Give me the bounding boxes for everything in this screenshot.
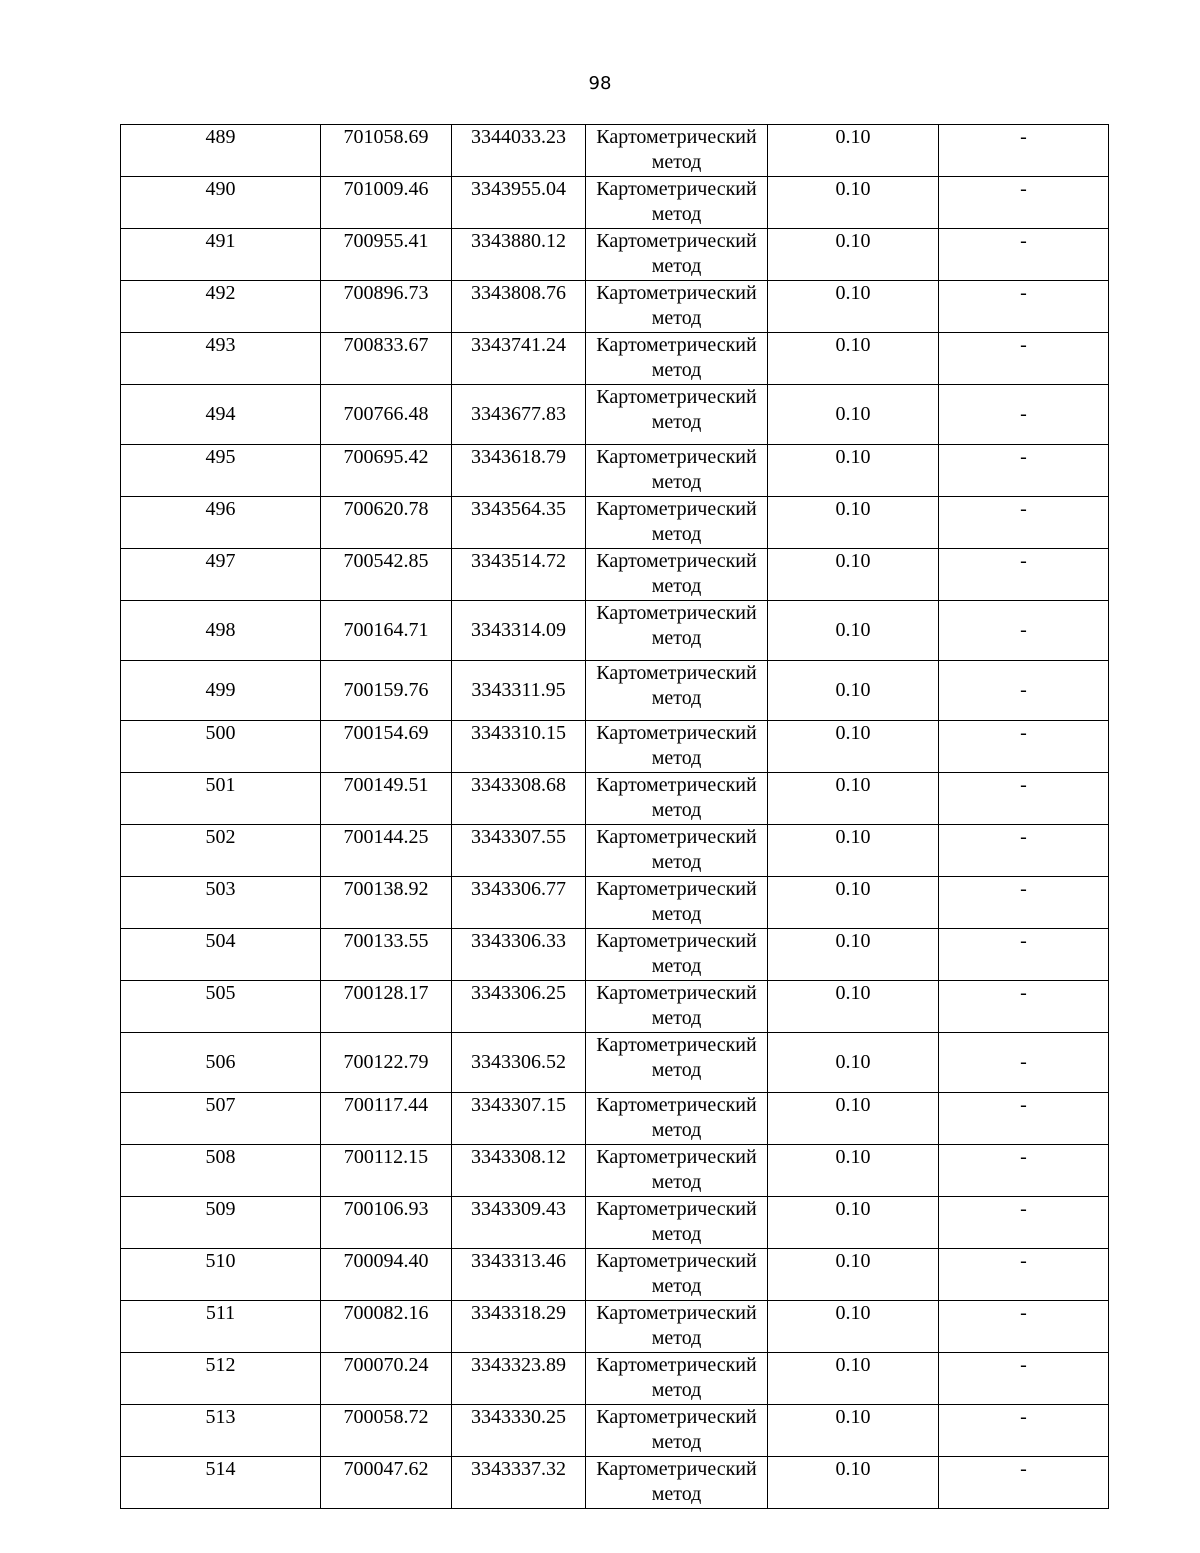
table-row [121,981,1109,1033]
note-cell: - [939,385,1109,445]
y-coordinate-cell: 3343677.83 [452,385,586,445]
method-cell [586,661,768,721]
method-cell [586,877,768,929]
x-coordinate-cell: 700106.93 [321,1197,452,1249]
accuracy-cell: 0.10 [768,125,939,177]
accuracy-cell: 0.10 [768,721,939,773]
x-coordinate-cell: 700542.85 [321,549,452,601]
point-number-cell: 492 [121,281,321,333]
method-line-2: метод [651,471,702,493]
method-cell [586,333,768,385]
method-line-2: метод [651,307,702,329]
method-line-1: Картометрический [596,930,757,952]
method-line-1: Картометрический [596,878,757,900]
y-coordinate-cell: 3343314.09 [452,601,586,661]
table-row [121,281,1109,333]
x-coordinate-cell: 700094.40 [321,1249,452,1301]
x-coordinate-cell: 700138.92 [321,877,452,929]
method-line-2: метод [651,203,702,225]
accuracy-cell: 0.10 [768,549,939,601]
method-line-1: Картометрический [596,1406,757,1428]
x-coordinate-cell: 700955.41 [321,229,452,281]
accuracy-cell: 0.10 [768,929,939,981]
accuracy-cell: 0.10 [768,877,939,929]
accuracy-cell: 0.10 [768,1405,939,1457]
method-line-1: Картометрический [596,230,757,252]
x-coordinate-cell: 700159.76 [321,661,452,721]
x-coordinate-cell: 701009.46 [321,177,452,229]
point-number-cell: 490 [121,177,321,229]
point-number-cell: 511 [121,1301,321,1353]
method-cell [586,601,768,661]
point-number-cell: 510 [121,1249,321,1301]
y-coordinate-cell: 3343323.89 [452,1353,586,1405]
method-cell [586,825,768,877]
point-number-cell: 509 [121,1197,321,1249]
method-line-1: Картометрический [596,602,757,624]
y-coordinate-cell: 3343310.15 [452,721,586,773]
x-coordinate-cell: 700128.17 [321,981,452,1033]
method-line-2: метод [651,151,702,173]
point-number-cell: 503 [121,877,321,929]
note-cell: - [939,125,1109,177]
table-row [121,1249,1109,1301]
table-row [121,601,1109,661]
note-cell: - [939,981,1109,1033]
method-line-2: метод [651,747,702,769]
point-number-cell: 512 [121,1353,321,1405]
method-line-2: метод [651,255,702,277]
method-line-2: метод [651,575,702,597]
x-coordinate-cell: 700070.24 [321,1353,452,1405]
x-coordinate-cell: 700144.25 [321,825,452,877]
note-cell: - [939,1353,1109,1405]
note-cell: - [939,549,1109,601]
table-row [121,929,1109,981]
method-cell [586,281,768,333]
table-row [121,721,1109,773]
point-number-cell: 495 [121,445,321,497]
accuracy-cell: 0.10 [768,1093,939,1145]
note-cell: - [939,1405,1109,1457]
method-line-1: Картометрический [596,386,757,408]
method-cell [586,549,768,601]
method-line-2: метод [651,1275,702,1297]
y-coordinate-cell: 3343318.29 [452,1301,586,1353]
table-row [121,1457,1109,1509]
accuracy-cell: 0.10 [768,1033,939,1093]
note-cell: - [939,877,1109,929]
accuracy-cell: 0.10 [768,825,939,877]
y-coordinate-cell: 3343309.43 [452,1197,586,1249]
accuracy-cell: 0.10 [768,445,939,497]
point-number-cell: 507 [121,1093,321,1145]
method-cell [586,125,768,177]
method-line-1: Картометрический [596,662,757,684]
method-line-2: метод [651,1379,702,1401]
x-coordinate-cell: 700164.71 [321,601,452,661]
table-row [121,385,1109,445]
method-line-1: Картометрический [596,1302,757,1324]
method-cell [586,721,768,773]
accuracy-cell: 0.10 [768,661,939,721]
page-number: 98 [588,73,612,94]
method-cell [586,385,768,445]
table-row [121,1301,1109,1353]
table-row [121,1405,1109,1457]
y-coordinate-cell: 3344033.23 [452,125,586,177]
method-line-2: метод [651,903,702,925]
method-line-1: Картометрический [596,282,757,304]
point-number-cell: 496 [121,497,321,549]
note-cell: - [939,177,1109,229]
method-line-1: Картометрический [596,446,757,468]
table-row [121,1353,1109,1405]
y-coordinate-cell: 3343308.12 [452,1145,586,1197]
method-line-1: Картометрический [596,550,757,572]
method-cell [586,1405,768,1457]
accuracy-cell: 0.10 [768,773,939,825]
method-cell [586,1197,768,1249]
note-cell: - [939,333,1109,385]
method-line-1: Картометрический [596,1198,757,1220]
y-coordinate-cell: 3343514.72 [452,549,586,601]
method-line-2: метод [651,1223,702,1245]
table-row [121,661,1109,721]
method-line-2: метод [651,799,702,821]
method-cell [586,497,768,549]
accuracy-cell: 0.10 [768,1197,939,1249]
point-number-cell: 489 [121,125,321,177]
x-coordinate-cell: 700833.67 [321,333,452,385]
point-number-cell: 497 [121,549,321,601]
method-line-1: Картометрический [596,1034,757,1056]
method-cell [586,1457,768,1509]
y-coordinate-cell: 3343618.79 [452,445,586,497]
y-coordinate-cell: 3343955.04 [452,177,586,229]
accuracy-cell: 0.10 [768,601,939,661]
point-number-cell: 504 [121,929,321,981]
table-row [121,1033,1109,1093]
note-cell: - [939,445,1109,497]
note-cell: - [939,229,1109,281]
y-coordinate-cell: 3343741.24 [452,333,586,385]
method-line-1: Картометрический [596,722,757,744]
note-cell: - [939,661,1109,721]
x-coordinate-cell: 700620.78 [321,497,452,549]
y-coordinate-cell: 3343880.12 [452,229,586,281]
point-number-cell: 506 [121,1033,321,1093]
point-number-cell: 494 [121,385,321,445]
method-line-2: метод [651,1327,702,1349]
method-cell [586,1093,768,1145]
coordinates-table [120,124,1109,1509]
note-cell: - [939,825,1109,877]
note-cell: - [939,497,1109,549]
method-line-2: метод [651,627,702,649]
method-line-2: метод [651,687,702,709]
point-number-cell: 501 [121,773,321,825]
y-coordinate-cell: 3343308.68 [452,773,586,825]
y-coordinate-cell: 3343808.76 [452,281,586,333]
x-coordinate-cell: 700047.62 [321,1457,452,1509]
point-number-cell: 499 [121,661,321,721]
y-coordinate-cell: 3343311.95 [452,661,586,721]
accuracy-cell: 0.10 [768,229,939,281]
method-cell [586,177,768,229]
note-cell: - [939,773,1109,825]
point-number-cell: 491 [121,229,321,281]
x-coordinate-cell: 700112.15 [321,1145,452,1197]
x-coordinate-cell: 700896.73 [321,281,452,333]
point-number-cell: 498 [121,601,321,661]
method-line-1: Картометрический [596,774,757,796]
table-row [121,445,1109,497]
method-line-1: Картометрический [596,498,757,520]
table-row [121,333,1109,385]
method-line-1: Картометрический [596,1094,757,1116]
accuracy-cell: 0.10 [768,385,939,445]
method-line-1: Картометрический [596,826,757,848]
method-line-2: метод [651,851,702,873]
accuracy-cell: 0.10 [768,1457,939,1509]
x-coordinate-cell: 700122.79 [321,1033,452,1093]
method-line-2: метод [651,1007,702,1029]
y-coordinate-cell: 3343306.25 [452,981,586,1033]
note-cell: - [939,1457,1109,1509]
x-coordinate-cell: 701058.69 [321,125,452,177]
method-line-2: метод [651,523,702,545]
point-number-cell: 508 [121,1145,321,1197]
table-row [121,877,1109,929]
method-cell [586,1145,768,1197]
y-coordinate-cell: 3343306.52 [452,1033,586,1093]
method-line-1: Картометрический [596,982,757,1004]
method-cell [586,1249,768,1301]
point-number-cell: 514 [121,1457,321,1509]
x-coordinate-cell: 700154.69 [321,721,452,773]
accuracy-cell: 0.10 [768,1301,939,1353]
note-cell: - [939,1301,1109,1353]
point-number-cell: 513 [121,1405,321,1457]
note-cell: - [939,721,1109,773]
y-coordinate-cell: 3343306.33 [452,929,586,981]
method-line-2: метод [651,955,702,977]
method-line-2: метод [651,1483,702,1505]
note-cell: - [939,1249,1109,1301]
accuracy-cell: 0.10 [768,333,939,385]
x-coordinate-cell: 700117.44 [321,1093,452,1145]
x-coordinate-cell: 700133.55 [321,929,452,981]
x-coordinate-cell: 700058.72 [321,1405,452,1457]
y-coordinate-cell: 3343306.77 [452,877,586,929]
method-line-2: метод [651,411,702,433]
y-coordinate-cell: 3343564.35 [452,497,586,549]
method-cell [586,1301,768,1353]
table-row [121,773,1109,825]
table-row [121,497,1109,549]
note-cell: - [939,1033,1109,1093]
table-row [121,229,1109,281]
method-cell [586,1033,768,1093]
coordinates-table-body [121,125,1109,1509]
note-cell: - [939,601,1109,661]
point-number-cell: 493 [121,333,321,385]
method-cell [586,981,768,1033]
accuracy-cell: 0.10 [768,281,939,333]
x-coordinate-cell: 700149.51 [321,773,452,825]
table-row [121,1197,1109,1249]
method-line-1: Картометрический [596,1146,757,1168]
accuracy-cell: 0.10 [768,1145,939,1197]
table-row [121,125,1109,177]
table-row [121,1093,1109,1145]
x-coordinate-cell: 700695.42 [321,445,452,497]
method-line-1: Картометрический [596,1458,757,1480]
point-number-cell: 500 [121,721,321,773]
note-cell: - [939,929,1109,981]
note-cell: - [939,1145,1109,1197]
method-line-2: метод [651,359,702,381]
method-line-2: метод [651,1059,702,1081]
y-coordinate-cell: 3343307.15 [452,1093,586,1145]
method-line-2: метод [651,1431,702,1453]
table-row [121,825,1109,877]
table-row [121,177,1109,229]
y-coordinate-cell: 3343337.32 [452,1457,586,1509]
method-cell [586,773,768,825]
accuracy-cell: 0.10 [768,1353,939,1405]
method-cell [586,445,768,497]
method-cell [586,929,768,981]
x-coordinate-cell: 700766.48 [321,385,452,445]
y-coordinate-cell: 3343307.55 [452,825,586,877]
method-line-1: Картометрический [596,334,757,356]
accuracy-cell: 0.10 [768,497,939,549]
x-coordinate-cell: 700082.16 [321,1301,452,1353]
table-row [121,1145,1109,1197]
method-line-1: Картометрический [596,1354,757,1376]
method-line-2: метод [651,1119,702,1141]
note-cell: - [939,1197,1109,1249]
point-number-cell: 505 [121,981,321,1033]
method-line-1: Картометрический [596,1250,757,1272]
point-number-cell: 502 [121,825,321,877]
table-row [121,549,1109,601]
y-coordinate-cell: 3343330.25 [452,1405,586,1457]
method-line-2: метод [651,1171,702,1193]
note-cell: - [939,281,1109,333]
accuracy-cell: 0.10 [768,177,939,229]
accuracy-cell: 0.10 [768,1249,939,1301]
accuracy-cell: 0.10 [768,981,939,1033]
y-coordinate-cell: 3343313.46 [452,1249,586,1301]
note-cell: - [939,1093,1109,1145]
method-line-1: Картометрический [596,126,757,148]
method-cell [586,1353,768,1405]
method-cell [586,229,768,281]
method-line-1: Картометрический [596,178,757,200]
